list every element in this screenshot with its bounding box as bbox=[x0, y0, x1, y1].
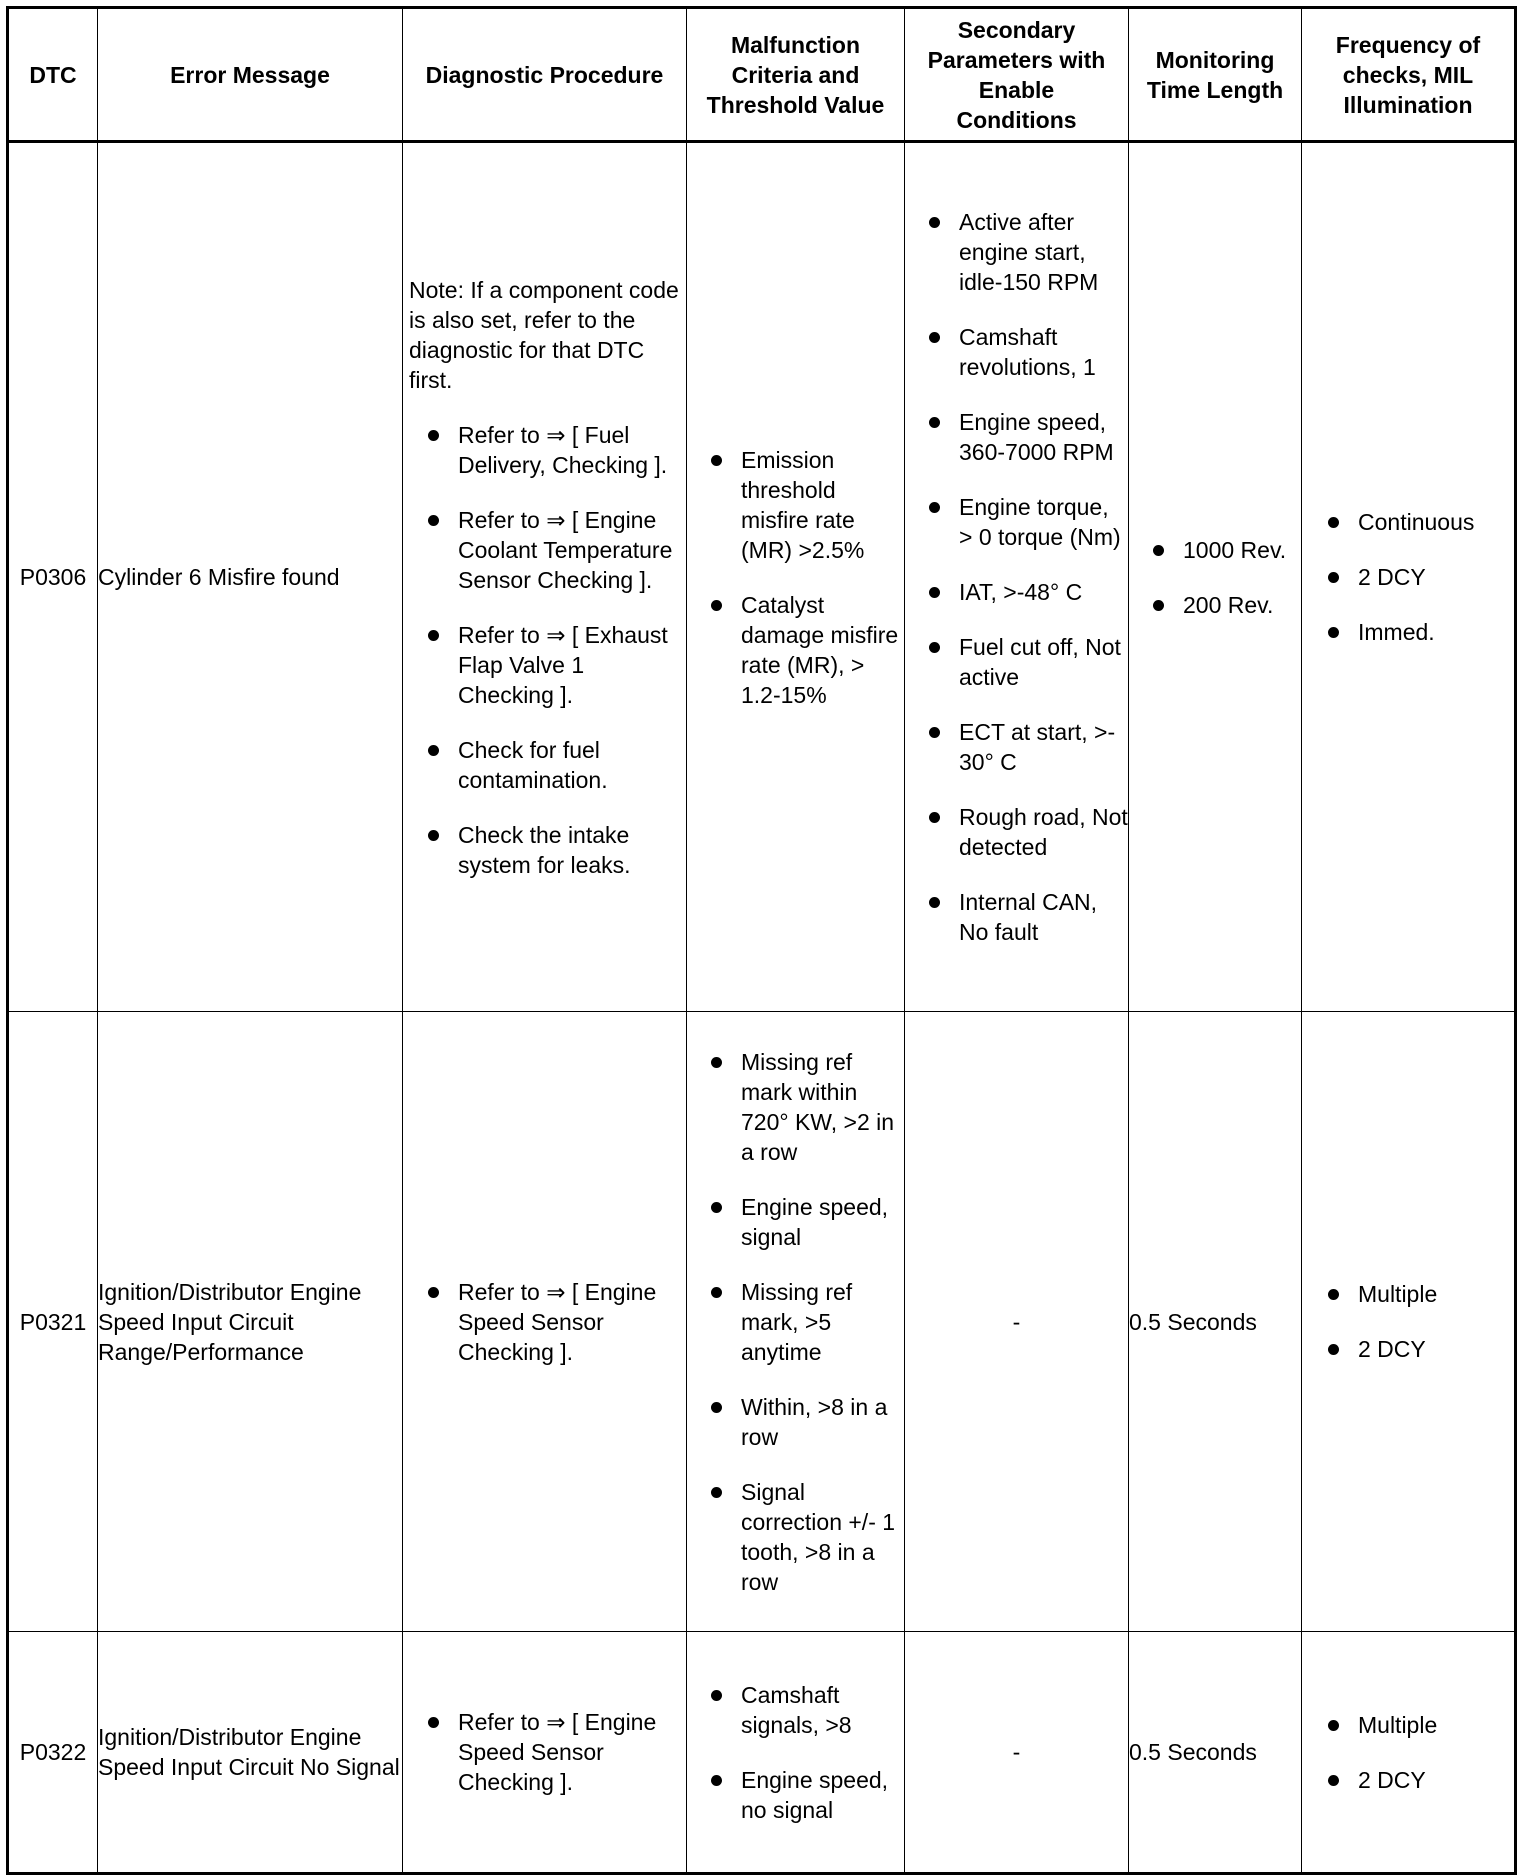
malfunction-criteria bbox=[687, 1632, 905, 1874]
list-item: 1000 Rev. bbox=[1129, 535, 1301, 565]
malfunction-criteria bbox=[687, 142, 905, 1012]
list-item: Catalyst damage misfire rate (MR), > 1.2-15% bbox=[687, 590, 904, 710]
list-item: 200 Rev. bbox=[1129, 590, 1301, 620]
monitoring-time: 0.5 Seconds bbox=[1129, 1012, 1302, 1632]
list-item: Camshaft signals, >8 bbox=[687, 1680, 904, 1740]
monitoring-time: 0.5 Seconds bbox=[1129, 1632, 1302, 1874]
table-row bbox=[8, 1012, 1516, 1632]
list-item: IAT, >-48° C bbox=[905, 577, 1128, 607]
frequency-of-checks bbox=[1302, 142, 1516, 1012]
list-item: Refer to ⇒ [ Exhaust Flap Valve 1 Checking ]. bbox=[403, 620, 686, 710]
list-item: Internal CAN, No fault bbox=[905, 887, 1128, 947]
list-item: Check for fuel contamination. bbox=[403, 735, 686, 795]
error-message: Cylinder 6 Misfire found bbox=[98, 142, 403, 1012]
list-item: Camshaft revolutions, 1 bbox=[905, 322, 1128, 382]
dtc-code: P0322 bbox=[8, 1632, 98, 1874]
diagnostic-procedure bbox=[403, 142, 687, 1012]
frequency-of-checks bbox=[1302, 1012, 1516, 1632]
monitoring-time bbox=[1129, 142, 1302, 1012]
list-item: Multiple bbox=[1302, 1279, 1514, 1309]
list-item: Signal correction +/- 1 tooth, >8 in a row bbox=[687, 1477, 904, 1597]
malfunction-criteria bbox=[687, 1012, 905, 1632]
list-item: Active after engine start, idle-150 RPM bbox=[905, 207, 1128, 297]
list-item: Emission threshold misfire rate (MR) >2.5% bbox=[687, 445, 904, 565]
dtc-code: P0306 bbox=[8, 142, 98, 1012]
secondary-parameters: - bbox=[905, 1012, 1129, 1632]
list-item: Check the intake system for leaks. bbox=[403, 820, 686, 880]
list-item: Refer to ⇒ [ Engine Coolant Temperature Sensor Checking ]. bbox=[403, 505, 686, 595]
procedure-note: Note: If a component code is also set, refer to the diagnostic for that DTC first. bbox=[409, 276, 679, 393]
list-item: 2 DCY bbox=[1302, 562, 1514, 592]
list-item: Immed. bbox=[1302, 617, 1514, 647]
list-item: Engine speed, no signal bbox=[687, 1765, 904, 1825]
header-monitoring-time: Monitoring Time Length bbox=[1129, 8, 1302, 142]
error-message: Ignition/Distributor Engine Speed Input Circuit Range/Performance bbox=[98, 1012, 403, 1632]
header-frequency: Frequency of checks, MIL Illumination bbox=[1302, 8, 1516, 142]
header-dtc: DTC bbox=[8, 8, 98, 142]
header-error-message: Error Message bbox=[98, 8, 403, 142]
header-malfunction-criteria: Malfunction Criteria and Threshold Value bbox=[687, 8, 905, 142]
list-item: Engine speed, signal bbox=[687, 1192, 904, 1252]
list-item: Missing ref mark, >5 anytime bbox=[687, 1277, 904, 1367]
table-row bbox=[8, 1632, 1516, 1874]
error-message: Ignition/Distributor Engine Speed Input Circuit No Signal bbox=[98, 1632, 403, 1874]
header-secondary-parameters: Secondary Parameters with Enable Conditions bbox=[905, 8, 1129, 142]
secondary-parameters bbox=[905, 142, 1129, 1012]
secondary-parameters: - bbox=[905, 1632, 1129, 1874]
list-item: 2 DCY bbox=[1302, 1334, 1514, 1364]
table-row bbox=[8, 142, 1516, 1012]
diagnostic-procedure bbox=[403, 1632, 687, 1874]
header-row bbox=[8, 8, 1516, 142]
list-item: Engine speed, 360-7000 RPM bbox=[905, 407, 1128, 467]
list-item: Continuous bbox=[1302, 507, 1514, 537]
dtc-table bbox=[6, 6, 1517, 1875]
frequency-of-checks bbox=[1302, 1632, 1516, 1874]
list-item: Refer to ⇒ [ Engine Speed Sensor Checking ]. bbox=[403, 1707, 686, 1797]
dtc-code: P0321 bbox=[8, 1012, 98, 1632]
list-item: Within, >8 in a row bbox=[687, 1392, 904, 1452]
diagnostic-procedure bbox=[403, 1012, 687, 1632]
list-item: Refer to ⇒ [ Fuel Delivery, Checking ]. bbox=[403, 420, 686, 480]
list-item: Multiple bbox=[1302, 1710, 1514, 1740]
list-item: Missing ref mark within 720° KW, >2 in a row bbox=[687, 1047, 904, 1167]
list-item: Engine torque, > 0 torque (Nm) bbox=[905, 492, 1128, 552]
list-item: Rough road, Not detected bbox=[905, 802, 1128, 862]
list-item: Refer to ⇒ [ Engine Speed Sensor Checking ]. bbox=[403, 1277, 686, 1367]
header-diagnostic-procedure: Diagnostic Procedure bbox=[403, 8, 687, 142]
list-item: Fuel cut off, Not active bbox=[905, 632, 1128, 692]
list-item: 2 DCY bbox=[1302, 1765, 1514, 1795]
list-item: ECT at start, >- 30° C bbox=[905, 717, 1128, 777]
